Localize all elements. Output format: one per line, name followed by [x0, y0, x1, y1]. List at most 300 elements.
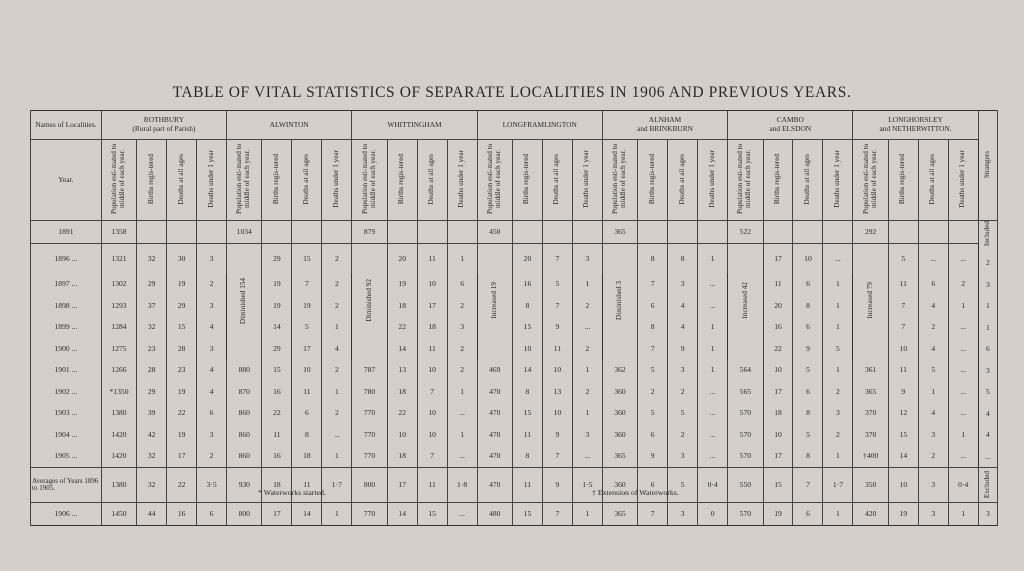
table-row [31, 274, 998, 296]
table-cell: 15 [512, 317, 542, 339]
column-header: Deaths under 1 year [823, 140, 853, 221]
table-cell: 6 [292, 403, 322, 425]
table-cell: 1 [823, 295, 853, 317]
footnote-waterworks: * Waterworks started. [258, 488, 326, 497]
table-cell: 9 [888, 381, 918, 403]
table-cell: ... [322, 424, 352, 446]
table-cell: 8 [638, 317, 668, 339]
table-cell: 1 [948, 295, 978, 317]
table-row [31, 381, 998, 403]
table-cell: 0·4 [698, 468, 728, 503]
table-cell: 32 [137, 243, 167, 274]
table-cell: 2 [668, 424, 698, 446]
table-cell: 2 [322, 295, 352, 317]
table-cell: 4 [197, 381, 227, 403]
table-cell: 29 [137, 274, 167, 296]
table-cell: ... [918, 243, 948, 274]
table-cell: 32 [137, 317, 167, 339]
table-cell: 1 [447, 424, 477, 446]
table-cell: 22 [387, 403, 417, 425]
table-cell: 470 [477, 446, 512, 468]
table-cell: 1 [948, 503, 978, 526]
table-cell: 4 [668, 317, 698, 339]
table-cell: 3 [823, 403, 853, 425]
table-cell: 10 [417, 360, 447, 382]
table-cell: 3 [197, 243, 227, 274]
column-header: Deaths at all ages [668, 140, 698, 221]
table-cell: 2 [572, 295, 602, 317]
table-cell: 3 [197, 424, 227, 446]
table-cell: 6 [793, 503, 823, 526]
table-cell [167, 221, 197, 244]
table-cell: 22 [167, 468, 197, 503]
year-cell: 1897 ... [31, 274, 102, 296]
table-cell: 22 [763, 338, 793, 360]
table-cell: 17 [763, 243, 793, 274]
year-cell: 1891 [31, 221, 102, 244]
table-cell: 362 [602, 360, 637, 382]
table-cell: 5 [793, 360, 823, 382]
table-cell: 1 [698, 317, 728, 339]
table-cell: ... [948, 446, 978, 468]
table-row [31, 317, 998, 339]
table-cell: 1 [823, 360, 853, 382]
table-cell: ... [948, 381, 978, 403]
table-cell: 7 [888, 295, 918, 317]
table-cell: 6 [793, 274, 823, 296]
locality-header: ALWINTON [227, 111, 352, 140]
table-cell [447, 221, 477, 244]
table-cell: 5 [823, 338, 853, 360]
table-cell: 469 [477, 360, 512, 382]
table-cell: 15 [262, 360, 292, 382]
locality-header-row [31, 111, 998, 140]
year-cell: 1901 ... [31, 360, 102, 382]
table-cell: 19 [167, 274, 197, 296]
table-cell: 16 [262, 446, 292, 468]
table-cell: 1 [823, 446, 853, 468]
table-cell: 1284 [101, 317, 136, 339]
table-cell: 10 [387, 424, 417, 446]
table-cell: 1 [322, 503, 352, 526]
table-cell: 16 [167, 503, 197, 526]
column-header: Deaths at all ages [417, 140, 447, 221]
table-cell: 1380 [101, 403, 136, 425]
table-cell: 1·8 [447, 468, 477, 503]
column-header: Deaths under 1 year [698, 140, 728, 221]
year-cell: 1906 ... [31, 503, 102, 526]
table-cell: 39 [137, 403, 167, 425]
table-row [31, 295, 998, 317]
table-cell: 32 [137, 446, 167, 468]
table-cell: 3 [668, 446, 698, 468]
table-cell: 28 [137, 360, 167, 382]
table-cell: 18 [387, 381, 417, 403]
table-cell: 1 [698, 338, 728, 360]
table-cell: 44 [137, 503, 167, 526]
table-cell: 3 [197, 338, 227, 360]
table-cell: ... [572, 317, 602, 339]
column-header: Births regis-tered [763, 140, 793, 221]
table-cell: 6 [638, 295, 668, 317]
population-change-note: Diminished 3 [602, 243, 637, 360]
year-cell: 1899 ... [31, 317, 102, 339]
table-row-1906 [31, 503, 998, 526]
table-cell: 10 [512, 338, 542, 360]
table-cell: 4 [197, 317, 227, 339]
table-cell: 1450 [101, 503, 136, 526]
table-cell: 8 [292, 424, 322, 446]
table-cell: 5 [793, 424, 823, 446]
locality-header: CAMBO and ELSDON [728, 111, 853, 140]
table-cell: 13 [542, 381, 572, 403]
table-cell: 860 [227, 424, 262, 446]
table-cell: 522 [728, 221, 763, 244]
table-cell: 15 [763, 468, 793, 503]
strangers-included: Included 2 3 1 1 6 3 5 4 4 ... [978, 221, 997, 468]
column-header: Population esti-mated to middle of each year. [728, 140, 763, 221]
table-cell: ... [823, 243, 853, 274]
table-cell: 5 [542, 274, 572, 296]
table-cell: 8 [793, 403, 823, 425]
column-header: Deaths at all ages [542, 140, 572, 221]
column-header: Births regis-tered [638, 140, 668, 221]
table-cell [387, 221, 417, 244]
table-cell: 11 [292, 468, 322, 503]
table-cell: 2 [447, 360, 477, 382]
table-cell: 1302 [101, 274, 136, 296]
table-cell: 370 [853, 403, 888, 425]
table-cell: 450 [477, 221, 512, 244]
table-cell [888, 221, 918, 244]
table-cell: 6 [793, 381, 823, 403]
table-cell: ... [948, 243, 978, 274]
table-cell: 28 [167, 338, 197, 360]
table-cell: 1 [447, 381, 477, 403]
table-cell: ... [698, 381, 728, 403]
table-cell: 8 [793, 295, 823, 317]
table-cell: 18 [417, 317, 447, 339]
table-cell: ... [698, 403, 728, 425]
table-cell: 1 [823, 317, 853, 339]
table-cell: 18 [387, 446, 417, 468]
table-cell: 19 [262, 274, 292, 296]
table-cell: 2 [948, 274, 978, 296]
table-cell: 6 [638, 468, 668, 503]
strangers-excluded: Excluded [978, 468, 997, 503]
population-change-note: Increased 19 [477, 243, 512, 360]
table-cell: ... [698, 446, 728, 468]
table-cell: 470 [477, 381, 512, 403]
table-cell: 16 [512, 274, 542, 296]
table-cell: 7 [542, 503, 572, 526]
table-cell: 292 [853, 221, 888, 244]
table-cell: 9 [793, 338, 823, 360]
table-cell: 7 [888, 317, 918, 339]
table-cell: 360 [602, 424, 637, 446]
table-cell: 1 [948, 424, 978, 446]
table-cell: 5 [668, 403, 698, 425]
table-cell: 2 [823, 424, 853, 446]
footnote-extension: † Extension of Waterworks. [592, 488, 679, 497]
table-cell: 0·4 [948, 468, 978, 503]
table-cell: 2 [638, 381, 668, 403]
table-cell [322, 221, 352, 244]
table-cell: 7 [793, 468, 823, 503]
table-cell: 10 [417, 403, 447, 425]
table-cell: 19 [387, 274, 417, 296]
table-cell: 22 [167, 403, 197, 425]
averages-label: Averages of Years 1896 to 1905. [31, 468, 102, 503]
table-cell: 7 [638, 338, 668, 360]
table-row [31, 446, 998, 468]
table-cell: 3 [197, 295, 227, 317]
population-change-note: Diminished 154 [227, 243, 262, 360]
names-header: Names of Localities. [31, 111, 102, 140]
column-header: Population esti-mated to middle of each year. [477, 140, 512, 221]
table-cell: 9 [542, 468, 572, 503]
table-cell: 10 [292, 360, 322, 382]
year-cell: 1898 ... [31, 295, 102, 317]
table-cell: 15 [512, 403, 542, 425]
table-cell: 5 [638, 403, 668, 425]
table-cell: 10 [888, 468, 918, 503]
table-cell: 0 [698, 503, 728, 526]
column-header: Deaths under 1 year [197, 140, 227, 221]
table-cell: 15 [512, 503, 542, 526]
table-cell: 8 [512, 446, 542, 468]
column-header: Births regis-tered [512, 140, 542, 221]
table-cell: 770 [352, 424, 387, 446]
column-header: Deaths at all ages [292, 140, 322, 221]
column-header: Births regis-tered [262, 140, 292, 221]
table-cell: 16 [763, 317, 793, 339]
table-cell: 1 [322, 381, 352, 403]
table-cell: 860 [227, 446, 262, 468]
table-cell: 4 [918, 295, 948, 317]
table-cell: 2 [668, 381, 698, 403]
strangers-cell: 3 [978, 503, 997, 526]
table-cell: 10 [417, 274, 447, 296]
column-header: Population esti-mated to middle of each year. [352, 140, 387, 221]
table-cell: 20 [763, 295, 793, 317]
table-cell: 8 [793, 446, 823, 468]
table-cell: 1 [322, 446, 352, 468]
year-cell: 1904 ... [31, 424, 102, 446]
table-cell: 6 [638, 424, 668, 446]
column-header: Births regis-tered [387, 140, 417, 221]
table-cell: 3 [918, 424, 948, 446]
table-cell [793, 221, 823, 244]
table-cell: 2 [322, 243, 352, 274]
table-cell: 6 [793, 317, 823, 339]
table-cell: 1 [698, 243, 728, 274]
table-cell: 1 [572, 403, 602, 425]
table-cell: 3 [447, 317, 477, 339]
table-cell: 8 [512, 295, 542, 317]
table-cell: 1 [322, 317, 352, 339]
table-cell: 2 [447, 338, 477, 360]
table-cell: 15 [417, 503, 447, 526]
table-cell: 470 [477, 403, 512, 425]
year-header: Year. [31, 140, 102, 221]
table-cell: 10 [542, 403, 572, 425]
table-cell [638, 221, 668, 244]
table-cell: 770 [352, 503, 387, 526]
table-cell: 3 [668, 503, 698, 526]
table-cell: 3 [918, 503, 948, 526]
table-cell: 800 [227, 503, 262, 526]
table-cell: 11 [292, 381, 322, 403]
table-cell: 360 [602, 381, 637, 403]
table-cell: 17 [763, 381, 793, 403]
locality-header: WHITTINGHAM [352, 111, 477, 140]
table-cell: 11 [512, 424, 542, 446]
table-cell: 2 [918, 446, 948, 468]
population-change-note: Increased 79 [853, 243, 888, 360]
table-cell: 11 [262, 424, 292, 446]
table-cell: 3 [668, 274, 698, 296]
year-cell: 1902 ... [31, 381, 102, 403]
averages-row [31, 468, 998, 503]
table-cell: 1420 [101, 446, 136, 468]
table-cell: 7 [417, 381, 447, 403]
table-cell: 23 [137, 338, 167, 360]
locality-header: LONGFRAMLINGTON [477, 111, 602, 140]
table-cell: 19 [167, 381, 197, 403]
table-cell: 470 [477, 468, 512, 503]
table-cell: 570 [728, 424, 763, 446]
table-cell: 930 [227, 468, 262, 503]
column-header: Population esti-mated to middle of each year. [227, 140, 262, 221]
table-cell: 16 [262, 381, 292, 403]
table-cell: 8 [638, 243, 668, 274]
table-cell: 365 [602, 221, 637, 244]
table-cell: 18 [387, 295, 417, 317]
table-cell: 1 [823, 503, 853, 526]
table-cell: 4 [918, 403, 948, 425]
table-cell: 565 [728, 381, 763, 403]
column-header: Deaths under 1 year [948, 140, 978, 221]
table-cell: 18 [292, 446, 322, 468]
column-header: Births regis-tered [888, 140, 918, 221]
column-header: Deaths under 1 year [447, 140, 477, 221]
table-cell: 37 [137, 295, 167, 317]
table-cell: 1 [698, 360, 728, 382]
table-cell: 14 [512, 360, 542, 382]
table-cell: 2 [823, 381, 853, 403]
strangers-header: Strangers [978, 111, 997, 221]
table-cell: 5 [292, 317, 322, 339]
table-cell: 19 [292, 295, 322, 317]
table-cell: 2 [572, 381, 602, 403]
table-cell: 42 [137, 424, 167, 446]
table-cell: 360 [602, 403, 637, 425]
table-cell: 480 [477, 503, 512, 526]
table-cell: 15 [292, 243, 322, 274]
table-row [31, 360, 998, 382]
table-cell: 10 [763, 424, 793, 446]
table-cell: 1275 [101, 338, 136, 360]
table-cell: †400 [853, 446, 888, 468]
table-cell: 564 [728, 360, 763, 382]
table-cell: 1 [572, 274, 602, 296]
table-cell: 1 [447, 243, 477, 274]
table-cell: 14 [262, 317, 292, 339]
table-cell: 7 [542, 243, 572, 274]
column-header: Deaths under 1 year [322, 140, 352, 221]
column-header-row [31, 140, 998, 221]
table-cell: 19 [167, 424, 197, 446]
table-cell: 15 [167, 317, 197, 339]
table-cell: 879 [352, 221, 387, 244]
table-cell: 1·7 [823, 468, 853, 503]
table-cell: 1 [823, 274, 853, 296]
table-cell: 10 [793, 243, 823, 274]
table-cell: 1·7 [322, 468, 352, 503]
table-cell: 6 [918, 274, 948, 296]
table-cell [512, 221, 542, 244]
table-cell [572, 221, 602, 244]
table-cell: 13 [387, 360, 417, 382]
table-cell: 570 [728, 503, 763, 526]
table-cell: 1420 [101, 424, 136, 446]
table-cell: 17 [167, 446, 197, 468]
table-cell: 1380 [101, 468, 136, 503]
table-cell: 1358 [101, 221, 136, 244]
table-cell: 8 [512, 381, 542, 403]
locality-header: LONGHORSLEY and NETHERWITTON. [853, 111, 978, 140]
table-cell: 3 [668, 360, 698, 382]
table-cell: 14 [387, 338, 417, 360]
table-cell: ... [447, 503, 477, 526]
page-title: TABLE OF VITAL STATISTICS OF SEPARATE LOCALITIES IN 1906 AND PREVIOUS YEARS. [172, 84, 852, 101]
table-cell: 29 [137, 381, 167, 403]
table-cell: 9 [668, 338, 698, 360]
table-cell: 18 [763, 403, 793, 425]
table-cell: 420 [853, 503, 888, 526]
table-cell: ... [572, 446, 602, 468]
table-row [31, 221, 998, 244]
vital-statistics-table [30, 110, 998, 526]
population-change-note: Increased 42 [728, 243, 763, 360]
table-cell: 30 [167, 243, 197, 274]
table-cell [197, 221, 227, 244]
table-cell: 870 [227, 381, 262, 403]
table-cell: ... [948, 338, 978, 360]
table-cell: 14 [292, 503, 322, 526]
table-cell: 11 [763, 274, 793, 296]
table-cell: 1321 [101, 243, 136, 274]
table-cell: 880 [227, 360, 262, 382]
column-header: Deaths at all ages [167, 140, 197, 221]
column-header: Deaths at all ages [918, 140, 948, 221]
table-cell: 32 [137, 468, 167, 503]
table-row [31, 338, 998, 360]
table-cell: 1 [572, 360, 602, 382]
population-change-note: Diminished 92 [352, 243, 387, 360]
table-cell: 550 [728, 468, 763, 503]
table-cell: 2 [572, 338, 602, 360]
table-cell: 5 [638, 360, 668, 382]
table-cell: 18 [262, 468, 292, 503]
table-cell: 23 [167, 360, 197, 382]
table-cell: 570 [728, 446, 763, 468]
table-cell: 470 [477, 424, 512, 446]
table-cell: 19 [262, 295, 292, 317]
table-cell: 3·5 [197, 468, 227, 503]
table-row [31, 424, 998, 446]
